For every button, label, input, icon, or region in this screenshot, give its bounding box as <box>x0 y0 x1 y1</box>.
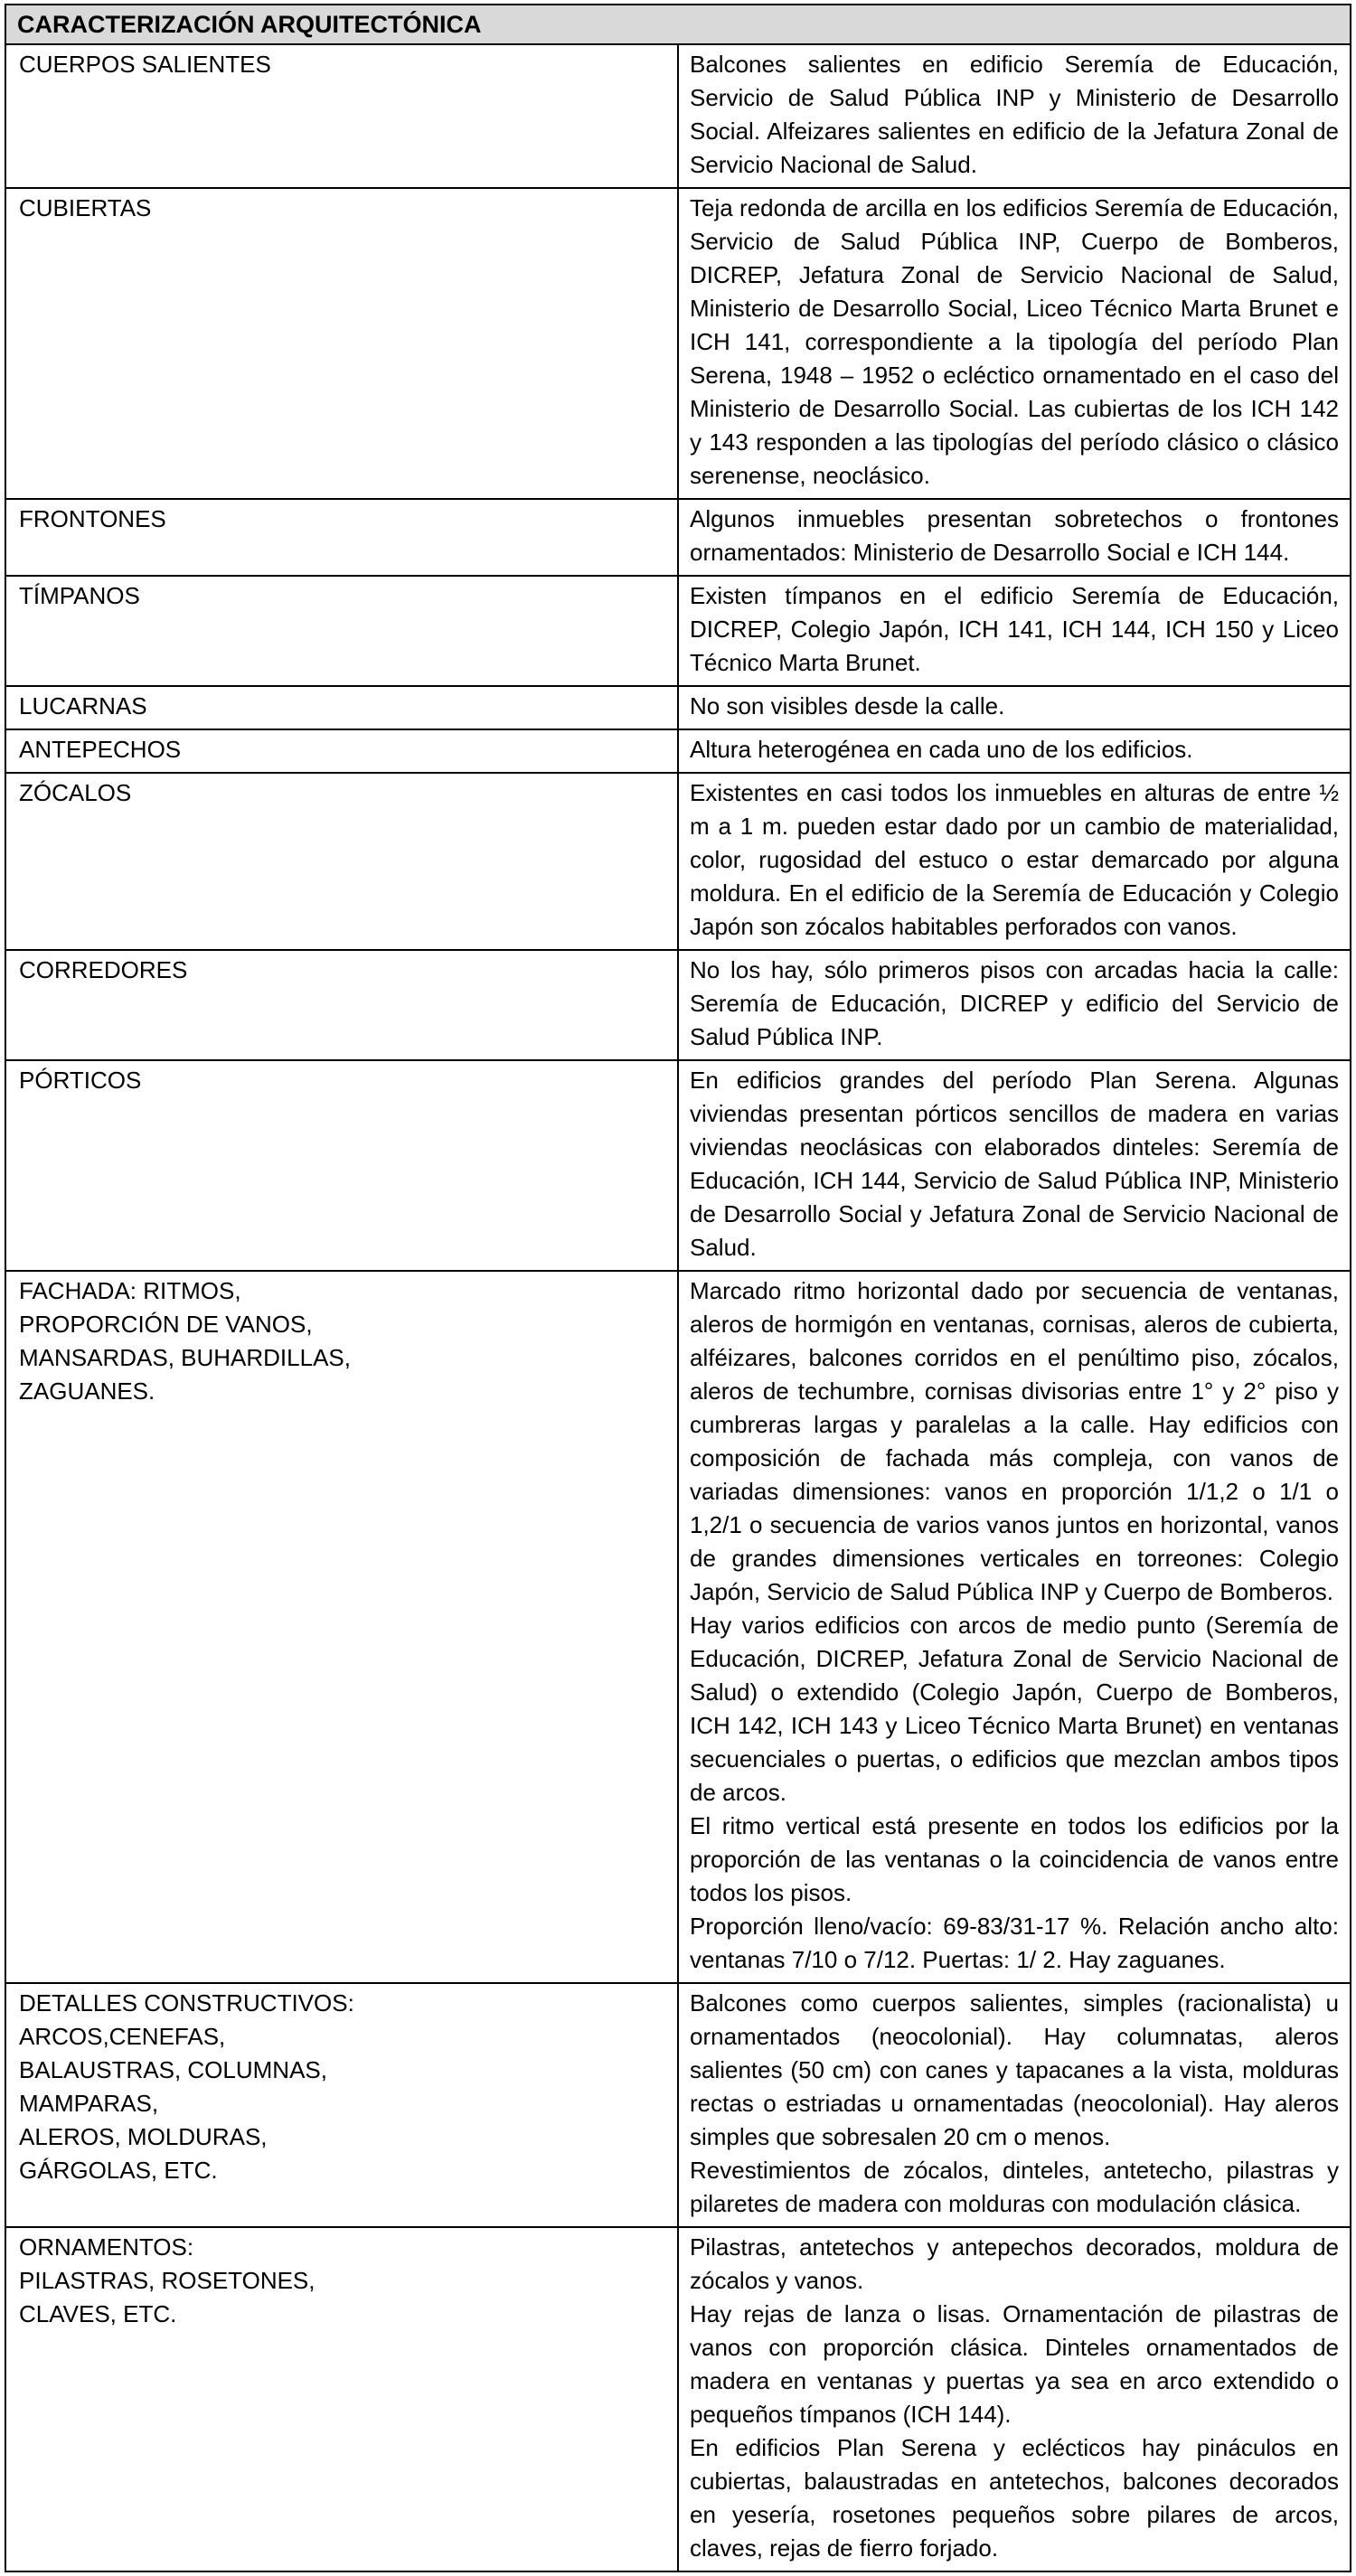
row-description <box>678 188 1351 499</box>
title-row <box>5 5 1351 44</box>
description-paragraph: Teja redonda de arcilla en los edificios Seremía de Educación, Servicio de Salud Pública INP, Cuerpo de Bomberos, DICREP, Jefatura Zonal de Servicio Nacional de Salud, Ministerio de Desarrollo Social, Liceo Técnico Marta Brunet e ICH 141, correspondiente a la tipología del período Plan Serena, 1948 – 1952 o ecléctico ornamentado en el caso del Ministerio de Desarrollo Social. Las cubiertas de los ICH 142 y 143 responden a las tipologías del período clásico o clásico serenense, neoclásico. <box>690 194 1339 489</box>
table-row <box>5 1983 1351 2227</box>
row-description <box>678 1271 1351 1983</box>
table-row <box>5 950 1351 1060</box>
table-row <box>5 1060 1351 1271</box>
description-paragraph: Balcones salientes en edificio Seremía de Educación, Servicio de Salud Pública INP y Ministerio de Desarrollo Social. Alfeizares salientes en edificio de la Jefatura Zonal de Servicio Nacional de Salud. <box>690 51 1339 178</box>
row-label-line: GÁRGOLAS, ETC. <box>19 2157 218 2184</box>
row-label-line: MANSARDAS, BUHARDILLAS, <box>19 1344 351 1371</box>
row-label-line: ALEROS, MOLDURAS, <box>19 2123 268 2150</box>
row-description <box>678 1983 1351 2227</box>
row-description <box>678 686 1351 729</box>
row-label <box>5 950 678 1060</box>
table-row <box>5 576 1351 686</box>
row-label <box>5 1983 678 2227</box>
row-label <box>5 1271 678 1983</box>
description-paragraph: Algunos inmuebles presentan sobretechos o frontones ornamentados: Ministerio de Desarrollo Social e ICH 144. <box>690 505 1339 566</box>
description-paragraph: Revestimientos de zócalos, dinteles, antetecho, pilastras y pilaretes de madera con molduras con modulación clásica. <box>690 2157 1339 2217</box>
row-description <box>678 773 1351 950</box>
description-paragraph: Marcado ritmo horizontal dado por secuencia de ventanas, aleros de hormigón en ventanas, cornisas, aleros de cubierta, alféizares, balcones corridos en el penúltimo piso, zócalos, aleros de techumbre, cornisas divisorias entre 1° y 2° piso y cumbreras largas y paralelas a la calle. Hay edificios con composición de fachada más compleja, con vanos de variadas dimensiones: vanos en proporción 1/1,2 o 1/1 o 1,2/1 o secuencia de varios vanos juntos en horizontal, vanos de grandes dimensiones verticales en torreones: Colegio Japón, Servicio de Salud Pública INP y Cuerpo de Bomberos. <box>690 1277 1339 1605</box>
description-paragraph: Hay varios edificios con arcos de medio punto (Seremía de Educación, DICREP, Jefatura Zonal de Servicio Nacional de Salud) o extendido (Colegio Japón, Cuerpo de Bomberos, ICH 142, ICH 143 y Liceo Técnico Marta Brunet) en ventanas secuenciales o puertas, o edificios que mezclan ambos tipos de arcos. <box>690 1612 1339 1806</box>
description-paragraph: En edificios grandes del período Plan Serena. Algunas viviendas presentan pórticos sencillos de madera en varias viviendas neoclásicas con elaborados dinteles: Seremía de Educación, ICH 144, Servicio de Salud Pública INP, Ministerio de Desarrollo Social y Jefatura Zonal de Servicio Nacional de Salud. <box>690 1067 1339 1261</box>
row-label-line: CUBIERTAS <box>19 194 152 221</box>
row-label <box>5 2227 678 2571</box>
row-label <box>5 729 678 773</box>
row-label <box>5 773 678 950</box>
row-description <box>678 44 1351 188</box>
table-row <box>5 686 1351 729</box>
row-description <box>678 1060 1351 1271</box>
row-description <box>678 499 1351 576</box>
row-label-line: MAMPARAS, <box>19 2090 159 2117</box>
row-label-line: PÓRTICOS <box>19 1067 142 1094</box>
row-label-line: ORNAMENTOS: <box>19 2233 194 2261</box>
description-paragraph: No son visibles desde la calle. <box>690 692 1005 719</box>
table-row <box>5 773 1351 950</box>
row-label-line: FACHADA: RITMOS, <box>19 1277 241 1304</box>
description-paragraph: El ritmo vertical está presente en todos los edificios por la proporción de las ventanas o la coincidencia de vanos entre todos los pisos. <box>690 1812 1339 1906</box>
row-label-line: ZÓCALOS <box>19 779 132 806</box>
row-label <box>5 686 678 729</box>
row-label-line: CLAVES, ETC. <box>19 2300 177 2327</box>
description-paragraph: En edificios Plan Serena y eclécticos hay pináculos en cubiertas, balaustradas en antetechos, balcones decorados en yesería, rosetones pequeños sobre pilares de arcos, claves, rejas de fierro forjado. <box>690 2434 1339 2562</box>
description-paragraph: Altura heterogénea en cada uno de los edificios. <box>690 736 1193 763</box>
row-label-line: PILASTRAS, ROSETONES, <box>19 2267 315 2294</box>
row-label <box>5 499 678 576</box>
description-paragraph: Balcones como cuerpos salientes, simples (racionalista) u ornamentados (neocolonial). Hay columnatas, aleros salientes (50 cm) con canes y tapacanes a la vista, molduras rectas o estriadas u ornamentadas (neocolonial). Hay aleros simples que sobresalen 20 cm o menos. <box>690 1989 1339 2150</box>
table-row <box>5 44 1351 188</box>
row-label-line: CUERPOS SALIENTES <box>19 51 271 78</box>
row-label <box>5 188 678 499</box>
description-paragraph: No los hay, sólo primeros pisos con arcadas hacia la calle: Seremía de Educación, DICREP y edificio del Servicio de Salud Pública INP. <box>690 956 1339 1050</box>
table-header <box>5 5 1351 44</box>
row-label-line: BALAUSTRAS, COLUMNAS, <box>19 2056 327 2083</box>
table-row <box>5 2227 1351 2571</box>
description-paragraph: Existen tímpanos en el edificio Seremía de Educación, DICREP, Colegio Japón, ICH 141, ICH 144, ICH 150 y Liceo Técnico Marta Brunet. <box>690 582 1339 676</box>
row-label-line: ZAGUANES. <box>19 1377 155 1405</box>
row-description <box>678 2227 1351 2571</box>
row-label-line: LUCARNAS <box>19 692 147 719</box>
table-row <box>5 499 1351 576</box>
row-label-line: TÍMPANOS <box>19 582 140 609</box>
table-row <box>5 188 1351 499</box>
description-paragraph: Hay rejas de lanza o lisas. Ornamentación de pilastras de vanos con proporción clásica. Dinteles ornamentados de madera en ventanas y puertas ya sea en arco extendido o pequeños tímpanos (ICH 144). <box>690 2300 1339 2428</box>
row-label-line: DETALLES CONSTRUCTIVOS: <box>19 1989 354 2017</box>
row-description <box>678 729 1351 773</box>
description-paragraph: Existentes en casi todos los inmuebles en alturas de entre ½ m a 1 m. pueden estar dado por un cambio de materialidad, color, rugosidad del estuco o estar demarcado por alguna moldura. En el edificio de la Seremía de Educación y Colegio Japón son zócalos habitables perforados con vanos. <box>690 779 1339 940</box>
row-label <box>5 1060 678 1271</box>
table-row <box>5 1271 1351 1983</box>
row-label-line: CORREDORES <box>19 956 188 983</box>
architecture-characterization-table <box>5 4 1351 2572</box>
description-paragraph: Proporción lleno/vacío: 69-83/31-17 %. Relación ancho alto: ventanas 7/10 o 7/12. Puertas: 1/ 2. Hay zaguanes. <box>690 1913 1339 1973</box>
row-label-line: FRONTONES <box>19 505 166 532</box>
row-label-line: ARCOS,CENEFAS, <box>19 2023 226 2050</box>
table-row <box>5 729 1351 773</box>
row-label <box>5 576 678 686</box>
table-title: CARACTERIZACIÓN ARQUITECTÓNICA <box>5 5 1351 44</box>
row-label <box>5 44 678 188</box>
table-body <box>5 44 1351 2571</box>
row-description <box>678 950 1351 1060</box>
row-description <box>678 576 1351 686</box>
description-paragraph: Pilastras, antetechos y antepechos decorados, moldura de zócalos y vanos. <box>690 2233 1339 2294</box>
row-label-line: PROPORCIÓN DE VANOS, <box>19 1311 313 1338</box>
row-label-line: ANTEPECHOS <box>19 736 182 763</box>
